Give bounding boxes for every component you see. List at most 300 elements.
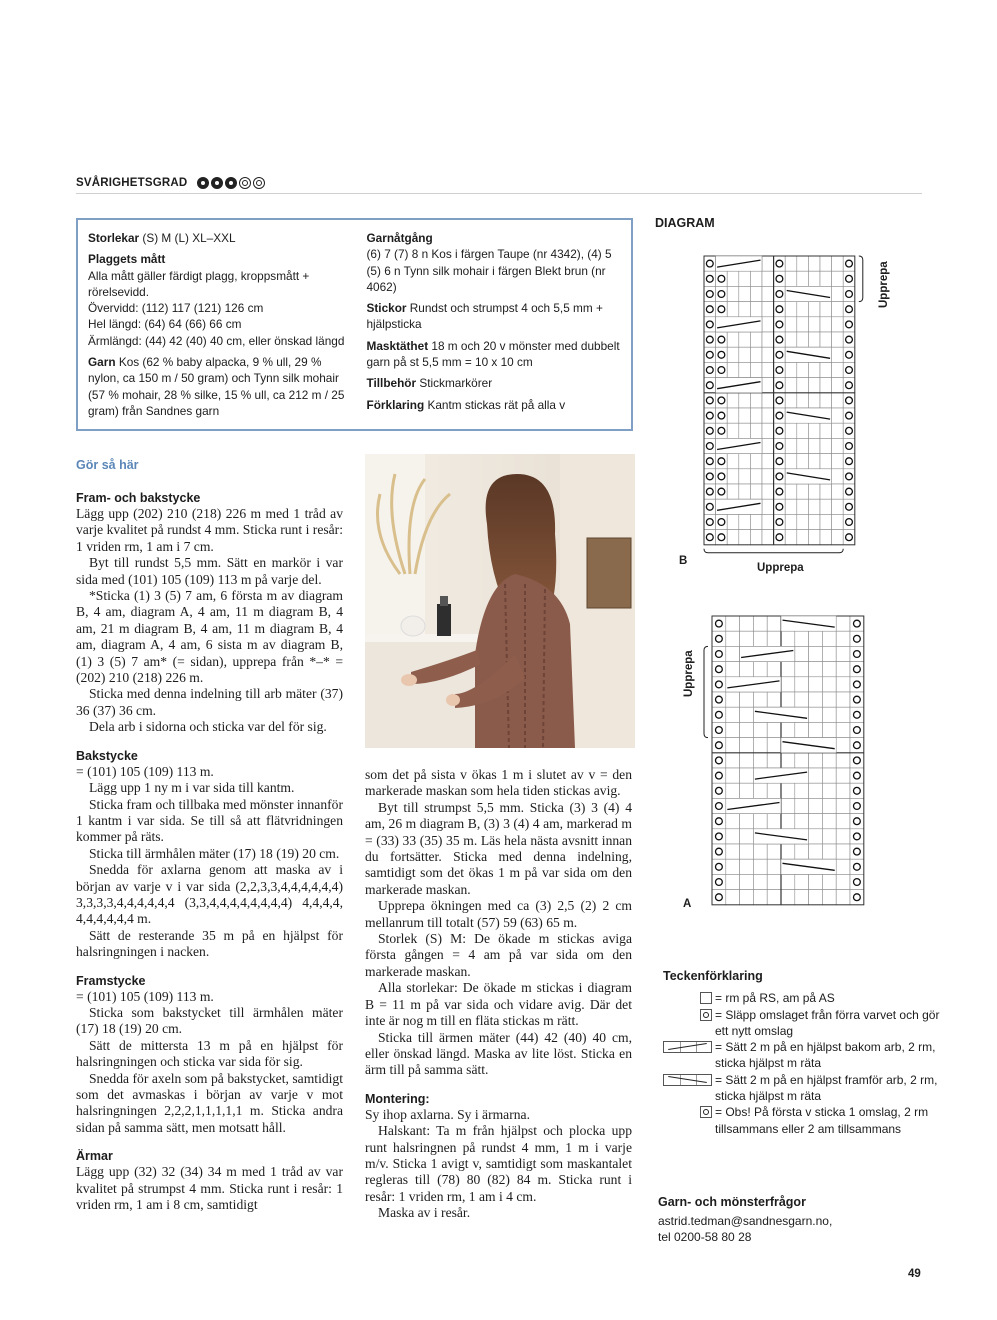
chart-cell: [753, 890, 767, 905]
chart-cell: [832, 332, 844, 347]
info-line-label: Plaggets mått: [88, 252, 166, 267]
yarn-over-icon: [716, 651, 723, 658]
chart-cell: [809, 662, 823, 677]
paragraph: Byt till strumpst 5,5 mm. Sticka (3) 3 (4) 4 am, 26 m diagram B, (3) 3 (4) 4 am, markerad m = (33) 33 (35) 35 m. Läs hela nästa avsnitt innan du fortsätter. Sticka med denna indelning, samtidigt som det ökas 1 m på var sida om den markerade maskan.: [365, 799, 632, 897]
chart-cell: [797, 317, 809, 332]
contact-title: Garn- och mönsterfrågor: [658, 1195, 806, 1209]
difficulty-header: [76, 172, 922, 194]
info-line-label: Storlekar: [88, 231, 140, 245]
chart-cell: [762, 271, 774, 286]
chart-cell: [740, 814, 754, 829]
chart-cell: [797, 423, 809, 438]
yarn-over-icon: [776, 275, 783, 282]
yarn-over-icon: [716, 696, 723, 703]
chart-cell: [762, 499, 774, 514]
chart-cell: [822, 798, 836, 813]
paragraph: Snedda för axlarna genom att maska av i början av varje v i var sida (2,2,3,3,4,4,4,4,4,4) 3,3,3,3,4,4,4,4,4,4 (3,3,4,4,4,4,4,4,4,4) 4,4,4,4, 4,4,4,4,4,4 m.: [76, 862, 343, 927]
info-left-column: [88, 230, 355, 421]
chart-cell: [808, 256, 820, 271]
chart-cell: [781, 814, 795, 829]
chart-cell: [753, 859, 767, 874]
yarn-over-icon: [776, 488, 783, 495]
difficulty-dot-filled: [211, 177, 223, 189]
info-line: [367, 338, 622, 371]
info-line: [88, 354, 355, 419]
chart-cell: [836, 874, 850, 889]
chart-cell: [820, 256, 832, 271]
yarn-over-icon: [706, 458, 713, 465]
chart-cell: [832, 378, 844, 393]
paragraph: *Sticka (1) 3 (5) 7 am, 6 första m av diagram B, 4 am, diagram A, 4 am, 11 m diagram B, 4 am, 21 m diagram B, 4 am, 11 m diagram B, 4 am, diagram A, 4 am, 6 sista m av diagram B, (1) 3 (5) 7 am* (= sidan), upprepa från *–* = (202) 210 (218) 226 m.: [76, 588, 343, 686]
chart-cell: [767, 753, 781, 768]
chart-cell: [750, 393, 762, 408]
chart-cell: [795, 646, 809, 661]
chart-cell: [727, 469, 739, 484]
legend-text: = Sätt 2 m på en hjälpst bakom arb, 2 rm, sticka hjälpst m räta: [715, 1040, 936, 1071]
yarn-over-icon: [854, 863, 861, 870]
chart-cell: [753, 738, 767, 753]
chart-cell: [762, 286, 774, 301]
cable-front-icon: [663, 1074, 712, 1086]
chart-cell: [739, 408, 751, 423]
info-line: [367, 300, 622, 333]
empty-box-icon: [700, 992, 712, 1004]
chart-cell: [727, 302, 739, 317]
difficulty-label: SVÅRIGHETSGRAD: [76, 176, 188, 189]
chart-cell: [822, 677, 836, 692]
legend-item: [663, 1007, 943, 1040]
chart-cell: [781, 722, 795, 737]
chart-cell: [836, 646, 850, 661]
chart-cell: [740, 738, 754, 753]
yarn-over-icon: [776, 503, 783, 510]
chart-cell: [836, 814, 850, 829]
yarn-over-icon: [718, 534, 725, 541]
chart-cell: [781, 874, 795, 889]
yarn-over-icon: [854, 787, 861, 794]
instructions-heading: [76, 456, 139, 474]
section-heading: Bakstycke: [76, 748, 138, 763]
gor-sa-har-heading: Gör så här: [76, 458, 139, 472]
chart-cell: [726, 890, 740, 905]
chart-cell: [832, 484, 844, 499]
chart-cell: [808, 317, 820, 332]
legend-text: = Sätt 2 m på en hjälpst framför arb, 2 rm, sticka hjälpst m räta: [715, 1072, 938, 1104]
chart-cell: [809, 722, 823, 737]
yarn-over-icon: [854, 666, 861, 673]
chart-cell: [727, 347, 739, 362]
yarn-over-icon: [706, 382, 713, 389]
chart-b-repeat-bottom: Upprepa: [757, 562, 804, 574]
chart-cell: [797, 454, 809, 469]
chart-cell: [739, 484, 751, 499]
chart-cell: [809, 890, 823, 905]
info-line-text: 18 m och 20 v mönster med dubbelt garn på st 5,5 mm = 10 x 10 cm: [366, 338, 620, 370]
repeat-bracket: [859, 256, 863, 302]
chart-cell: [836, 829, 850, 844]
info-line: [88, 333, 355, 349]
chart-cell: [797, 438, 809, 453]
chart-cell: [767, 783, 781, 798]
yarn-over-icon: [706, 427, 713, 434]
chart-cell: [820, 271, 832, 286]
yarn-over-icon: [716, 742, 723, 749]
info-line-text: Kos (62 % baby alpacka, 9 % ull, 29 % nylon, ca 150 m / 50 gram) och Tynn silk mohair (57 % mohair, 28 % silke, 15 % ull, ca 212 m / 25 gram) från Sandnes garn: [88, 355, 345, 418]
chart-cell: [832, 499, 844, 514]
chart-cell: [726, 783, 740, 798]
chart-cell: [727, 530, 739, 545]
chart-cell: [762, 317, 774, 332]
yarn-over-icon: [706, 443, 713, 450]
chart-cell: [726, 707, 740, 722]
info-line-text: Alla mått gäller färdigt plagg, kroppsmått + rörelsevidd.: [88, 268, 310, 299]
yarn-over-icon: [776, 306, 783, 313]
chart-b-repeat-side: Upprepa: [878, 261, 890, 308]
yarn-over-icon: [854, 711, 861, 718]
chart-cell: [750, 347, 762, 362]
chart-cell: [753, 616, 767, 631]
info-line: [367, 397, 622, 413]
section-heading: Fram- och bakstycke: [76, 491, 201, 505]
yarn-over-icon: [718, 275, 725, 282]
chart-b: [676, 252, 896, 584]
chart-cell: [762, 362, 774, 377]
paragraph: Maska av i resår.: [378, 1205, 471, 1221]
chart-cell: [820, 499, 832, 514]
yarn-over-icon: [854, 803, 861, 810]
chart-cell: [740, 874, 754, 889]
chart-cell: [822, 814, 836, 829]
chart-cell: [822, 631, 836, 646]
chart-cell: [822, 707, 836, 722]
yarn-over-icon: [716, 635, 723, 642]
chart-cell: [836, 844, 850, 859]
chart-cell: [832, 302, 844, 317]
yarn-over-icon: [716, 757, 723, 764]
chart-cell: [785, 423, 797, 438]
info-line-text: Övervidd: (112) 117 (121) 126 cm: [88, 301, 264, 316]
chart-cell: [820, 530, 832, 545]
info-line-text: Ärmlängd: (44) 42 (40) 40 cm, eller önskad längd: [88, 333, 345, 348]
chart-cell: [739, 347, 751, 362]
section-heading: Framstycke: [76, 973, 146, 988]
contact-block: [658, 1194, 938, 1246]
legend-symbol: [663, 1039, 715, 1072]
yarn-over-icon: [706, 336, 713, 343]
chart-cell: [809, 753, 823, 768]
chart-cell: [832, 362, 844, 377]
chart-cell: [820, 332, 832, 347]
yarn-over-icon: [846, 427, 853, 434]
chart-cell: [836, 677, 850, 692]
chart-cell: [781, 753, 795, 768]
yarn-over-icon: [718, 458, 725, 465]
chart-cell: [750, 362, 762, 377]
chart-cell: [809, 783, 823, 798]
info-line-label: Förklaring: [366, 397, 425, 412]
chart-cell: [785, 256, 797, 271]
yarn-over-icon: [776, 427, 783, 434]
paragraph: Lägg upp (202) 210 (218) 226 m med 1 tråd av varje kvalitet på rundst 4 mm. Sticka runt i resår: 1 vriden rm, 1 am i 7 cm.: [76, 506, 343, 554]
difficulty-dot-filled: [197, 177, 209, 189]
chart-cell: [740, 783, 754, 798]
chart-cell: [808, 530, 820, 545]
info-line-text: Hel längd: (64) 64 (66) 66 cm: [88, 317, 242, 332]
legend-title: Teckenförklaring: [663, 969, 763, 983]
yarn-over-icon: [846, 503, 853, 510]
yarn-over-icon: [846, 260, 853, 267]
chart-cell: [739, 286, 751, 301]
chart-cell: [781, 631, 795, 646]
yarn-over-icon: [846, 412, 853, 419]
chart-cell: [727, 332, 739, 347]
yarn-over-icon: [706, 397, 713, 404]
chart-cell: [820, 317, 832, 332]
yarn-over-icon: [846, 367, 853, 374]
legend-item: [663, 1104, 943, 1137]
chart-cell: [767, 890, 781, 905]
yarn-over-icon: [846, 382, 853, 389]
chart-a-repeat-side: Upprepa: [683, 650, 695, 697]
section-heading: Montering:: [365, 1091, 430, 1106]
chart-cell: [781, 677, 795, 692]
chart-cell: [726, 814, 740, 829]
chart-cell: [797, 332, 809, 347]
info-line: [88, 230, 355, 246]
chart-cell: [753, 662, 767, 677]
chart-cell: [836, 798, 850, 813]
chart-cell: [762, 484, 774, 499]
info-line-text: Rundst och strumpst 4 och 5,5 mm + hjälpsticka: [366, 301, 603, 332]
paragraph: Sticka som bakstycket till ärmhålen mäter (17) 18 (19) 20 cm.: [76, 1004, 343, 1037]
chart-cell: [795, 890, 809, 905]
chart-cell: [836, 707, 850, 722]
chart-cell: [832, 286, 844, 301]
chart-cell: [795, 874, 809, 889]
yarn-over-icon: [716, 818, 723, 825]
info-line-label: Garn: [88, 355, 116, 370]
chart-cell: [767, 738, 781, 753]
chart-cell: [785, 302, 797, 317]
difficulty-dot-empty: [253, 177, 265, 189]
chart-cell: [726, 631, 740, 646]
chart-cell: [822, 890, 836, 905]
chart-cell: [750, 454, 762, 469]
chart-cell: [740, 753, 754, 768]
chart-cell: [797, 271, 809, 286]
repeat-bracket: [704, 646, 708, 737]
yarn-over-icon: [716, 879, 723, 886]
legend: [663, 968, 943, 1137]
chart-cell: [726, 859, 740, 874]
chart-cell: [809, 844, 823, 859]
yarn-over-icon: [776, 519, 783, 526]
chart-cell: [753, 692, 767, 707]
chart-cell: [822, 662, 836, 677]
yarn-over-icon: [776, 367, 783, 374]
chart-cell: [753, 814, 767, 829]
info-line: [88, 316, 355, 332]
chart-cell: [785, 378, 797, 393]
chart-cell: [797, 484, 809, 499]
chart-a-label: A: [683, 898, 692, 910]
chart-cell: [808, 423, 820, 438]
legend-text: = Släpp omslaget från förra varvet och gör ett nytt omslag: [715, 1007, 940, 1038]
paragraph: Lägg upp (32) 32 (34) 34 m med 1 tråd av var kvalitet på strumpst 4 mm. Sticka runt i resår: 1 vriden rm, 1 am i 8 cm, samtidigt: [76, 1164, 343, 1213]
chart-cell: [753, 631, 767, 646]
diagram-title: DIAGRAM: [655, 216, 715, 230]
chart-cell: [795, 662, 809, 677]
chart-cell: [797, 514, 809, 529]
yarn-over-icon: [854, 651, 861, 658]
chart-cell: [781, 662, 795, 677]
paragraph: Alla storlekar: De ökade m stickas i diagram B = 11 m på var sida och vidare avig. Där det inte är nog m till en fläta stickas m rätt.: [365, 980, 632, 1029]
chart-cell: [753, 722, 767, 737]
chart-cell: [832, 530, 844, 545]
chart-cell: [797, 378, 809, 393]
chart-cell: [822, 646, 836, 661]
chart-cell: [822, 768, 836, 783]
chart-cell: [795, 692, 809, 707]
chart-cell: [726, 753, 740, 768]
chart-cell: [739, 362, 751, 377]
chart-cell: [762, 469, 774, 484]
yarn-over-icon: [706, 351, 713, 358]
chart-cell: [726, 829, 740, 844]
chart-cell: [820, 378, 832, 393]
yarn-over-icon: [706, 367, 713, 374]
chart-cell: [726, 662, 740, 677]
legend-symbol: [663, 1007, 715, 1040]
chart-cell: [836, 783, 850, 798]
paragraph: Sätt de mittersta 13 m på en hjälpst för halsringningen och sticka var sida för sig.: [76, 1037, 343, 1070]
chart-cell: [750, 302, 762, 317]
chart-cell: [832, 438, 844, 453]
chart-cell: [727, 514, 739, 529]
chart-cell: [795, 753, 809, 768]
chart-cell: [809, 829, 823, 844]
chart-cell: [820, 514, 832, 529]
model-photo: [365, 454, 635, 748]
chart-cell: [767, 859, 781, 874]
yarn-over-icon: [854, 696, 861, 703]
difficulty-dot-empty: [239, 177, 251, 189]
yarn-over-icon: [776, 412, 783, 419]
yarn-over-icon: [706, 291, 713, 298]
chart-cell: [750, 514, 762, 529]
chart-cell: [820, 302, 832, 317]
chart-cell: [832, 347, 844, 362]
chart-cell: [762, 438, 774, 453]
chart-cell: [795, 844, 809, 859]
yarn-over-icon: [716, 620, 723, 627]
chart-cell: [808, 484, 820, 499]
chart-cell: [750, 286, 762, 301]
chart-cell: [785, 332, 797, 347]
difficulty-rating: [197, 177, 265, 189]
yarn-over-icon: [854, 742, 861, 749]
chart-cell: [726, 722, 740, 737]
chart-cell: [822, 783, 836, 798]
yarn-over-icon: [854, 848, 861, 855]
chart-cell: [836, 722, 850, 737]
info-line-label: Stickor: [366, 301, 407, 316]
chart-cell: [820, 438, 832, 453]
yarn-over-icon: [776, 397, 783, 404]
chart-cell: [750, 530, 762, 545]
repeat-bracket: [704, 549, 843, 553]
paragraph: som det på sista v ökas 1 m i slutet av v = den markerade maskan som hela tiden stickas avig.: [365, 767, 632, 799]
yarn-over-icon: [716, 894, 723, 901]
yarn-over-icon: [716, 863, 723, 870]
paragraph: Lägg upp 1 ny m i var sida till kantm.: [89, 780, 295, 796]
chart-cell: [762, 378, 774, 393]
chart-cell: [781, 692, 795, 707]
yarn-over-icon: [854, 879, 861, 886]
chart-cell: [781, 783, 795, 798]
chart-cell: [836, 768, 850, 783]
yarn-over-icon: [776, 443, 783, 450]
chart-cell: [809, 631, 823, 646]
info-line: [88, 268, 355, 301]
chart-cell: [809, 798, 823, 813]
chart-cell: [836, 859, 850, 874]
chart-cell: [762, 408, 774, 423]
yarn-over-icon: [846, 534, 853, 541]
chart-cell: [808, 454, 820, 469]
chart-cell: [795, 722, 809, 737]
chart-cell: [740, 722, 754, 737]
yarn-over-icon: [776, 260, 783, 267]
paragraph: Sticka till ärmen mäter (44) 42 (40) 40 cm, eller önskad längd. Maska av lite löst. Sticka en ärm till på samma sätt.: [365, 1029, 632, 1078]
info-line-label: Tillbehör: [366, 376, 417, 391]
chart-cell: [820, 423, 832, 438]
yarn-over-icon: [776, 321, 783, 328]
yarn-over-icon: [846, 443, 853, 450]
yarn-over-icon: [846, 397, 853, 404]
yarn-over-icon: [846, 321, 853, 328]
chart-cell: [727, 484, 739, 499]
yarn-over-icon: [718, 519, 725, 526]
chart-cell: [762, 256, 774, 271]
pattern-info-box: [76, 218, 633, 431]
chart-cell: [809, 707, 823, 722]
yarn-over-icon: [700, 1106, 712, 1118]
chart-cell: [795, 783, 809, 798]
paragraph: Byt till rundst 5,5 mm. Sätt en markör i var sida med (101) 105 (109) 113 m på varje del.: [76, 555, 343, 587]
chart-cell: [727, 271, 739, 286]
chart-cell: [832, 317, 844, 332]
info-line: [367, 230, 622, 246]
yarn-over-icon: [706, 503, 713, 510]
yarn-over-icon: [716, 848, 723, 855]
chart-cell: [809, 874, 823, 889]
chart-cell: [797, 302, 809, 317]
chart-cell: [822, 692, 836, 707]
paragraph: Sätt de resterande 35 m på en hjälpst för halsringningen i nacken.: [76, 927, 343, 960]
chart-cell: [781, 890, 795, 905]
yarn-over-icon: [716, 787, 723, 794]
chart-cell: [767, 692, 781, 707]
contact-phone: tel 0200-58 80 28: [658, 1230, 752, 1244]
legend-item: [663, 1072, 943, 1105]
chart-cell: [822, 844, 836, 859]
chart-cell: [781, 844, 795, 859]
info-line: [367, 246, 622, 295]
yarn-over-icon: [776, 458, 783, 465]
info-line-label: Garnåtgång: [366, 231, 433, 245]
chart-cell: [762, 393, 774, 408]
